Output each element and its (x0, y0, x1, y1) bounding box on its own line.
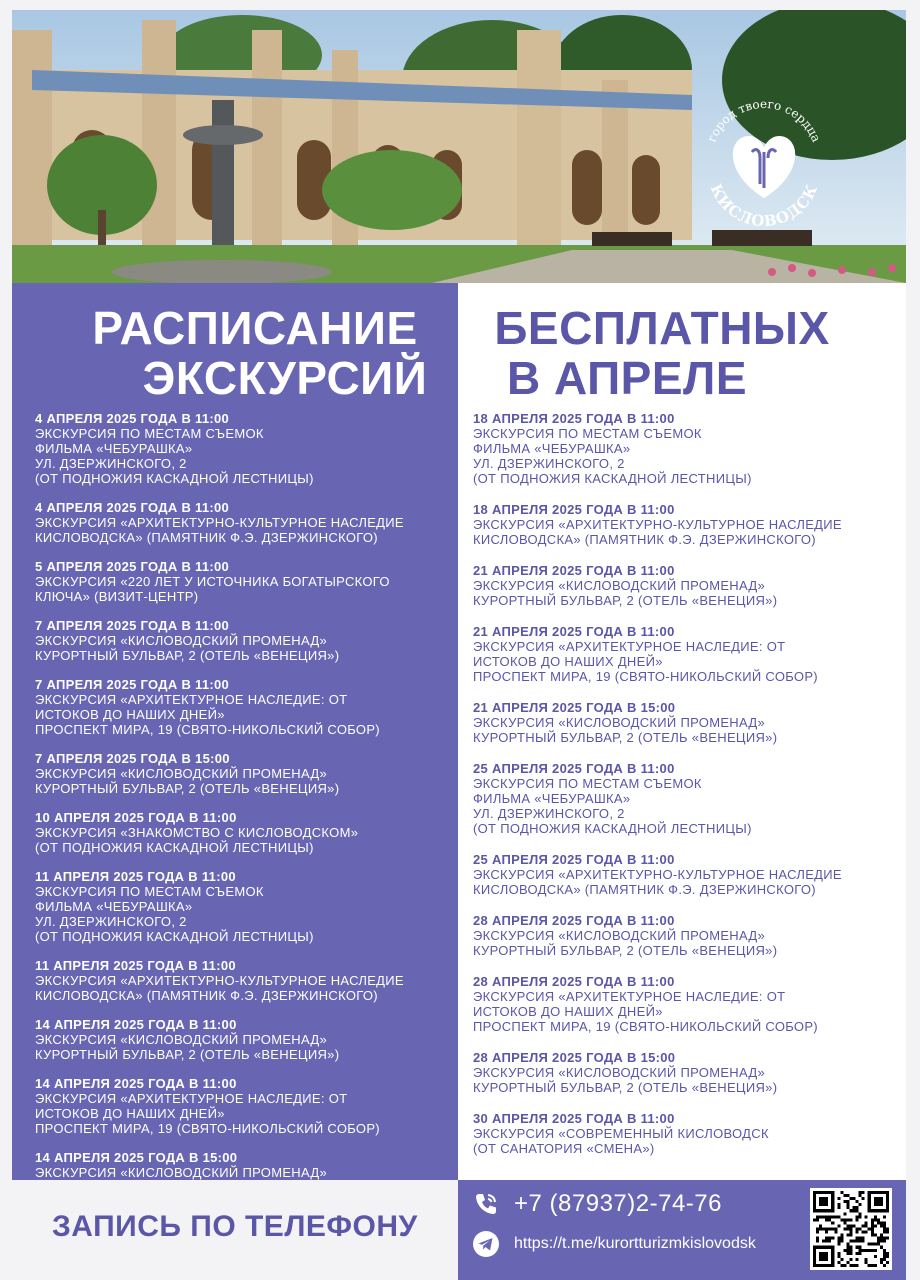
event-detail-line: КИСЛОВОДСКА» (ПАМЯТНИК Ф.Э. ДЗЕРЖИНСКОГО) (473, 532, 816, 547)
event-date: 14 АПРЕЛЯ 2025 ГОДА В 11:00 (35, 1076, 237, 1091)
event-detail-line: ЭКСКУРСИЯ «КИСЛОВОДСКИЙ ПРОМЕНАД» (473, 1065, 766, 1080)
schedule-column-left (12, 283, 458, 1180)
event-detail-line: УЛ. ДЗЕРЖИНСКОГО, 2 (473, 456, 625, 471)
event-item (35, 559, 450, 604)
event-detail-line: ЭКСКУРСИЯ «АРХИТЕКТУРНОЕ НАСЛЕДИЕ: ОТ (473, 639, 786, 654)
event-detail-line: ЭКСКУРСИЯ «АРХИТЕКТУРНО-КУЛЬТУРНОЕ НАСЛЕДИЕ (35, 973, 404, 988)
event-item (35, 618, 450, 663)
event-date: 5 АПРЕЛЯ 2025 ГОДА В 11:00 (35, 559, 230, 574)
event-date: 21 АПРЕЛЯ 2025 ГОДА В 15:00 (473, 700, 676, 715)
logo-city: КИСЛОВОДСК (706, 181, 822, 231)
event-date: 25 АПРЕЛЯ 2025 ГОДА В 11:00 (473, 852, 675, 867)
event-date: 11 АПРЕЛЯ 2025 ГОДА В 11:00 (35, 958, 236, 973)
event-detail-line: ПРОСПЕКТ МИРА, 19 (СВЯТО-НИКОЛЬСКИЙ СОБОР) (473, 669, 818, 684)
event-item (35, 1017, 450, 1062)
event-detail-line: ЭКСКУРСИЯ ПО МЕСТАМ СЪЕМОК (473, 776, 702, 791)
event-item (473, 624, 898, 684)
event-detail-line: ФИЛЬМА «ЧЕБУРАШКА» (35, 441, 193, 456)
schedule-column-right (458, 283, 906, 1180)
event-detail-line: ФИЛЬМА «ЧЕБУРАШКА» (473, 441, 631, 456)
phone-icon (472, 1190, 500, 1218)
event-detail-line: ИСТОКОВ ДО НАШИХ ДНЕЙ» (473, 1004, 663, 1019)
phone-number[interactable]: +7 (87937)2-74-76 (514, 1190, 722, 1217)
logo-tagline: город твоего сердца (704, 96, 824, 145)
event-detail-line: ПРОСПЕКТ МИРА, 19 (СВЯТО-НИКОЛЬСКИЙ СОБОР) (35, 1121, 380, 1136)
headline-line-4: В АПРЕЛЕ (507, 352, 747, 404)
event-item (35, 1076, 450, 1136)
event-detail-line: КИСЛОВОДСКА» (ПАМЯТНИК Ф.Э. ДЗЕРЖИНСКОГО) (35, 988, 378, 1003)
event-detail-line: ЭКСКУРСИЯ «КИСЛОВОДСКИЙ ПРОМЕНАД» (35, 1032, 328, 1047)
event-detail-line: ЭКСКУРСИЯ «КИСЛОВОДСКИЙ ПРОМЕНАД» (35, 1165, 328, 1180)
event-item (35, 869, 450, 944)
event-detail-line: ЭКСКУРСИЯ ПО МЕСТАМ СЪЕМОК (35, 426, 264, 441)
event-detail-line: ЭКСКУРСИЯ «АРХИТЕКТУРНОЕ НАСЛЕДИЕ: ОТ (473, 989, 786, 1004)
event-detail-line: КЛЮЧА» (ВИЗИТ-ЦЕНТР) (35, 589, 199, 604)
event-item (35, 810, 450, 855)
event-date: 21 АПРЕЛЯ 2025 ГОДА В 11:00 (473, 624, 675, 639)
event-detail-line: КУРОРТНЫЙ БУЛЬВАР, 2 (ОТЕЛЬ «ВЕНЕЦИЯ») (473, 1080, 778, 1095)
event-date: 4 АПРЕЛЯ 2025 ГОДА В 11:00 (35, 411, 230, 426)
event-detail-line: ЭКСКУРСИЯ «КИСЛОВОДСКИЙ ПРОМЕНАД» (35, 766, 328, 781)
event-item (473, 563, 898, 608)
headline-right (458, 303, 906, 403)
event-detail-line: ЭКСКУРСИЯ «АРХИТЕКТУРНОЕ НАСЛЕДИЕ: ОТ (35, 1091, 348, 1106)
event-date: 7 АПРЕЛЯ 2025 ГОДА В 11:00 (35, 618, 230, 633)
event-date: 28 АПРЕЛЯ 2025 ГОДА В 15:00 (473, 1050, 676, 1065)
event-item (35, 751, 450, 796)
event-date: 7 АПРЕЛЯ 2025 ГОДА В 11:00 (35, 677, 230, 692)
event-date: 4 АПРЕЛЯ 2025 ГОДА В 11:00 (35, 500, 230, 515)
headline-left (12, 303, 458, 403)
qr-code-icon[interactable] (810, 1188, 892, 1270)
event-detail-line: ФИЛЬМА «ЧЕБУРАШКА» (35, 899, 193, 914)
event-detail-line: КИСЛОВОДСКА» (ПАМЯТНИК Ф.Э. ДЗЕРЖИНСКОГО) (473, 882, 816, 897)
event-detail-line: ЭКСКУРСИЯ «220 ЛЕТ У ИСТОЧНИКА БОГАТЫРСКОГО (35, 574, 390, 589)
telegram-link[interactable]: https://t.me/kurortturizmkislovodsk (514, 1235, 756, 1252)
event-date: 11 АПРЕЛЯ 2025 ГОДА В 11:00 (35, 869, 236, 884)
event-detail-line: ЭКСКУРСИЯ «КИСЛОВОДСКИЙ ПРОМЕНАД» (473, 928, 766, 943)
event-detail-line: КУРОРТНЫЙ БУЛЬВАР, 2 (ОТЕЛЬ «ВЕНЕЦИЯ») (35, 1047, 340, 1062)
event-detail-line: КИСЛОВОДСКА» (ПАМЯТНИК Ф.Э. ДЗЕРЖИНСКОГО) (35, 530, 378, 545)
event-list-right (473, 411, 898, 1172)
event-item (35, 677, 450, 737)
event-item (473, 502, 898, 547)
event-date: 14 АПРЕЛЯ 2025 ГОДА В 11:00 (35, 1017, 237, 1032)
event-detail-line: ПРОСПЕКТ МИРА, 19 (СВЯТО-НИКОЛЬСКИЙ СОБОР) (473, 1019, 818, 1034)
event-detail-line: УЛ. ДЗЕРЖИНСКОГО, 2 (473, 806, 625, 821)
event-detail-line: (ОТ ПОДНОЖИЯ КАСКАДНОЙ ЛЕСТНИЦЫ) (473, 821, 752, 836)
event-detail-line: (ОТ САНАТОРИЯ «СМЕНА») (473, 1141, 655, 1156)
event-item (473, 852, 898, 897)
event-item (35, 411, 450, 486)
kislovodsk-logo (694, 92, 834, 232)
headline-line-1: РАСПИСАНИЕ (92, 302, 418, 354)
event-detail-line: (ОТ ПОДНОЖИЯ КАСКАДНОЙ ЛЕСТНИЦЫ) (35, 929, 314, 944)
event-date: 28 АПРЕЛЯ 2025 ГОДА В 11:00 (473, 974, 675, 989)
event-item (473, 1050, 898, 1095)
event-item (473, 913, 898, 958)
event-detail-line: УЛ. ДЗЕРЖИНСКОГО, 2 (35, 914, 187, 929)
event-detail-line: ИСТОКОВ ДО НАШИХ ДНЕЙ» (473, 654, 663, 669)
event-date: 18 АПРЕЛЯ 2025 ГОДА В 11:00 (473, 502, 675, 517)
event-detail-line: ЭКСКУРСИЯ «АРХИТЕКТУРНО-КУЛЬТУРНОЕ НАСЛЕДИЕ (473, 867, 842, 882)
event-detail-line: (ОТ ПОДНОЖИЯ КАСКАДНОЙ ЛЕСТНИЦЫ) (473, 471, 752, 486)
event-detail-line: УЛ. ДЗЕРЖИНСКОГО, 2 (35, 456, 187, 471)
event-detail-line: ФИЛЬМА «ЧЕБУРАШКА» (473, 791, 631, 806)
event-item (473, 411, 898, 486)
event-detail-line: КУРОРТНЫЙ БУЛЬВАР, 2 (ОТЕЛЬ «ВЕНЕЦИЯ») (473, 593, 778, 608)
telegram-contact[interactable] (472, 1230, 756, 1258)
event-item (473, 761, 898, 836)
event-date: 14 АПРЕЛЯ 2025 ГОДА В 15:00 (35, 1150, 238, 1165)
event-detail-line: ЭКСКУРСИЯ «АРХИТЕКТУРНО-КУЛЬТУРНОЕ НАСЛЕДИЕ (35, 515, 404, 530)
booking-cta: ЗАПИСЬ ПО ТЕЛЕФОНУ (52, 1210, 418, 1243)
event-detail-line: ИСТОКОВ ДО НАШИХ ДНЕЙ» (35, 707, 225, 722)
event-date: 18 АПРЕЛЯ 2025 ГОДА В 11:00 (473, 411, 675, 426)
event-date: 21 АПРЕЛЯ 2025 ГОДА В 11:00 (473, 563, 675, 578)
event-list-left (35, 411, 450, 1209)
event-date: 28 АПРЕЛЯ 2025 ГОДА В 11:00 (473, 913, 675, 928)
event-date: 30 АПРЕЛЯ 2025 ГОДА В 11:00 (473, 1111, 675, 1126)
event-detail-line: ЭКСКУРСИЯ «АРХИТЕКТУРНОЕ НАСЛЕДИЕ: ОТ (35, 692, 348, 707)
event-detail-line: ПРОСПЕКТ МИРА, 19 (СВЯТО-НИКОЛЬСКИЙ СОБОР) (35, 722, 380, 737)
event-detail-line: ЭКСКУРСИЯ «КИСЛОВОДСКИЙ ПРОМЕНАД» (473, 715, 766, 730)
event-detail-line: КУРОРТНЫЙ БУЛЬВАР, 2 (ОТЕЛЬ «ВЕНЕЦИЯ») (35, 648, 340, 663)
event-detail-line: ЭКСКУРСИЯ «ЗНАКОМСТВО С КИСЛОВОДСКОМ» (35, 825, 359, 840)
header-photo (12, 10, 906, 283)
event-item (473, 700, 898, 745)
footer-contacts (458, 1180, 906, 1280)
event-detail-line: КУРОРТНЫЙ БУЛЬВАР, 2 (ОТЕЛЬ «ВЕНЕЦИЯ») (35, 781, 340, 796)
event-date: 7 АПРЕЛЯ 2025 ГОДА В 15:00 (35, 751, 230, 766)
headline-line-3: БЕСПЛАТНЫХ (494, 302, 830, 354)
event-detail-line: (ОТ ПОДНОЖИЯ КАСКАДНОЙ ЛЕСТНИЦЫ) (35, 840, 314, 855)
event-detail-line: ЭКСКУРСИЯ ПО МЕСТАМ СЪЕМОК (473, 426, 702, 441)
event-date: 25 АПРЕЛЯ 2025 ГОДА В 11:00 (473, 761, 675, 776)
event-item (473, 1111, 898, 1156)
event-detail-line: ЭКСКУРСИЯ «КИСЛОВОДСКИЙ ПРОМЕНАД» (35, 633, 328, 648)
event-date: 10 АПРЕЛЯ 2025 ГОДА В 11:00 (35, 810, 237, 825)
event-detail-line: ЭКСКУРСИЯ ПО МЕСТАМ СЪЕМОК (35, 884, 264, 899)
phone-contact[interactable] (472, 1190, 722, 1218)
event-detail-line: КУРОРТНЫЙ БУЛЬВАР, 2 (ОТЕЛЬ «ВЕНЕЦИЯ») (473, 730, 778, 745)
event-detail-line: КУРОРТНЫЙ БУЛЬВАР, 2 (ОТЕЛЬ «ВЕНЕЦИЯ») (473, 943, 778, 958)
event-detail-line: ЭКСКУРСИЯ «СОВРЕМЕННЫЙ КИСЛОВОДСК (473, 1126, 769, 1141)
event-detail-line: ЭКСКУРСИЯ «АРХИТЕКТУРНО-КУЛЬТУРНОЕ НАСЛЕДИЕ (473, 517, 842, 532)
svg-text:город твоего сердца (705, 97, 824, 144)
event-item (35, 500, 450, 545)
event-item (35, 958, 450, 1003)
event-item (473, 974, 898, 1034)
telegram-icon (472, 1230, 500, 1258)
footer-cta-panel (12, 1180, 458, 1280)
headline-line-2: ЭКСКУРСИЙ (142, 352, 428, 404)
event-detail-line: (ОТ ПОДНОЖИЯ КАСКАДНОЙ ЛЕСТНИЦЫ) (35, 471, 314, 486)
event-detail-line: ИСТОКОВ ДО НАШИХ ДНЕЙ» (35, 1106, 225, 1121)
event-detail-line: ЭКСКУРСИЯ «КИСЛОВОДСКИЙ ПРОМЕНАД» (473, 578, 766, 593)
